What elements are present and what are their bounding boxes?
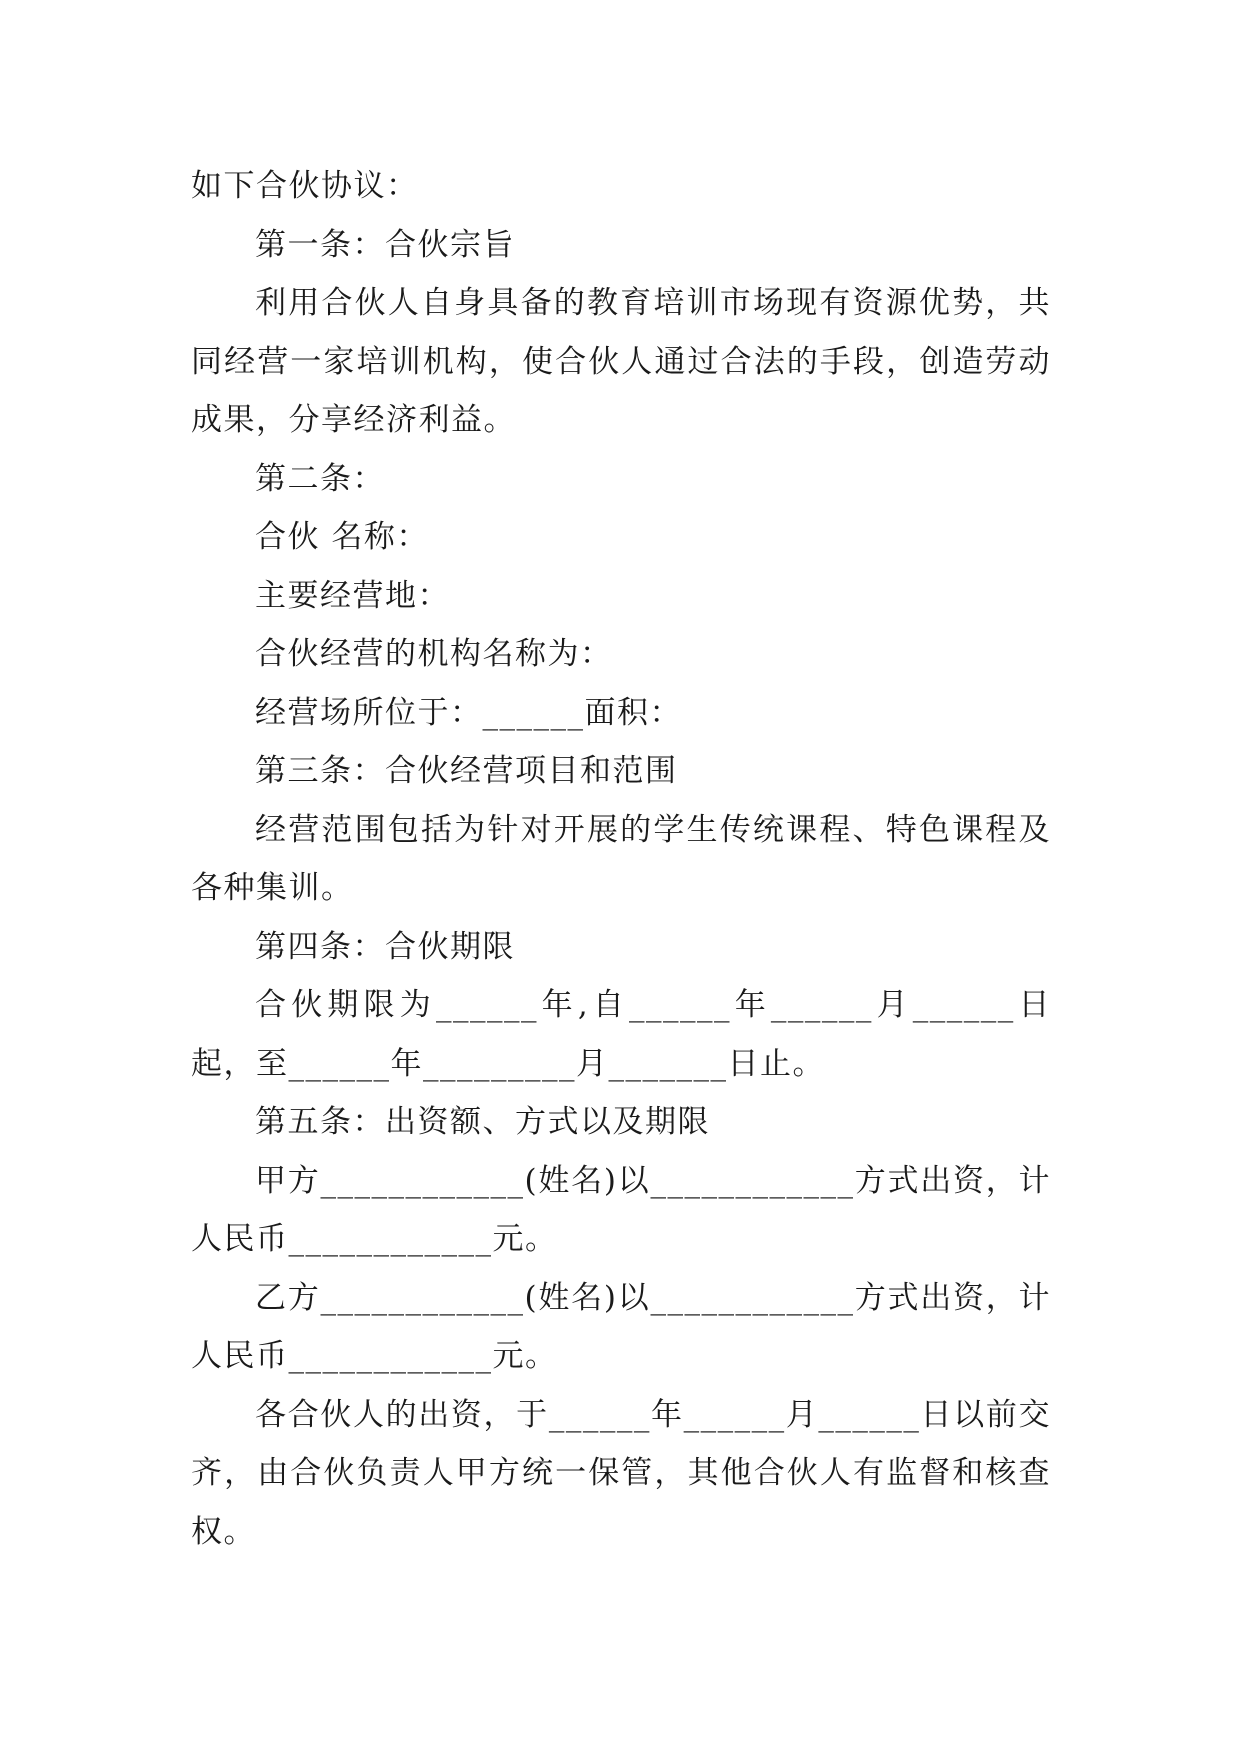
document-body	[191, 157, 1051, 1561]
article-5-heading: 第五条：出资额、方式以及期限	[255, 1104, 710, 1140]
article-3-heading: 第三条：合伙经营项目和范围	[255, 753, 678, 789]
intro-line: 如下合伙协议：	[191, 168, 419, 204]
party-b-contribution: 乙方____________(姓名)以____________方式出资，计人民币____________元。	[191, 1279, 1051, 1374]
article-3-body: 经营范围包括为针对开展的学生传统课程、特色课程及各种集训。	[191, 811, 1051, 906]
article-4-heading: 第四条：合伙期限	[255, 928, 515, 965]
partnership-name-line: 合伙 名称：	[255, 519, 429, 555]
main-business-place-line: 主要经营地：	[255, 577, 450, 614]
party-a-contribution: 甲方____________(姓名)以____________方式出资，计人民币____________元。	[191, 1162, 1051, 1257]
article-4-body: 合伙期限为______年,自______年______月______日起，至______年_________月_______日止。	[191, 987, 1051, 1082]
contribution-deadline: 各合伙人的出资，于______年______月______日以前交齐，由合伙负责人甲方统一保管，其他合伙人有监督和核查权。	[191, 1396, 1051, 1550]
article-1-heading: 第一条：合伙宗旨	[255, 226, 515, 263]
premises-location-line: 经营场所位于：______面积：	[255, 694, 682, 731]
institution-name-line: 合伙经营的机构名称为：	[255, 636, 613, 672]
article-1-body: 利用合伙人自身具备的教育培训市场现有资源优势，共同经营一家培训机构，使合伙人通过合法的手段，创造劳动成果，分享经济利益。	[191, 285, 1051, 438]
article-2-heading: 第二条：	[255, 460, 385, 497]
